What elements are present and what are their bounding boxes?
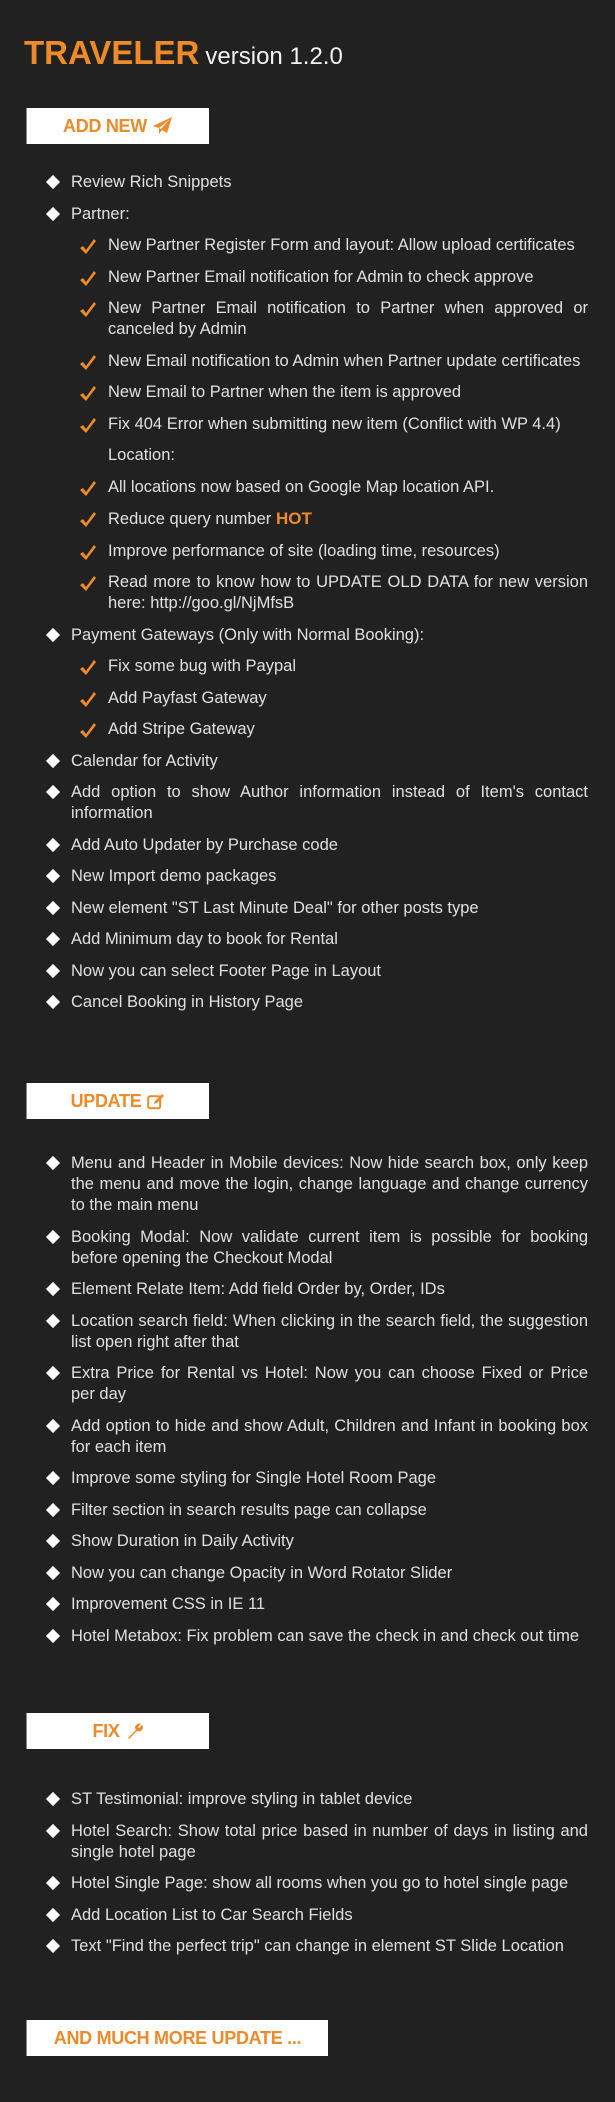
list-item xyxy=(0,1279,588,1300)
list-item xyxy=(0,656,588,677)
diamond-bullet-icon xyxy=(46,1597,60,1611)
list-item xyxy=(0,719,588,740)
list-item-text: Add Payfast Gateway xyxy=(108,688,267,707)
list-item xyxy=(0,1363,588,1405)
section-badge-update xyxy=(26,1083,209,1119)
section-label: FIX xyxy=(92,1720,120,1741)
list-item-text: All locations now based on Google Map location API. xyxy=(108,477,495,496)
list-item xyxy=(0,992,588,1013)
checkmark-icon xyxy=(79,575,96,592)
list-item xyxy=(0,1416,588,1458)
section-badge-add-new xyxy=(26,108,209,144)
diamond-bullet-icon xyxy=(46,1907,60,1921)
list-item xyxy=(0,751,588,772)
section-label: AND MUCH MORE UPDATE ... xyxy=(53,2027,302,2048)
diamond-bullet-icon xyxy=(46,869,60,883)
list-item-text: Review Rich Snippets xyxy=(71,173,232,191)
list-item-text: Menu and Header in Mobile devices: Now hide search box, only keep the menu and move the login, change language and change currency to the main menu xyxy=(71,1154,588,1214)
diamond-bullet-icon xyxy=(46,1313,60,1327)
list-item xyxy=(0,929,588,950)
list-item-text: Hotel Single Page: show all rooms when you go to hotel single page xyxy=(71,1874,569,1892)
list-item-text: Fix 404 Error when submitting new item (Conflict with WP 4.4) xyxy=(108,414,561,433)
list-item xyxy=(0,1468,588,1489)
section-badge-more xyxy=(26,2020,328,2056)
page-title xyxy=(24,34,343,72)
list-item xyxy=(0,688,588,709)
checkmark-icon xyxy=(79,691,96,708)
diamond-bullet-icon xyxy=(46,1471,60,1485)
list-item-text: Cancel Booking in History Page xyxy=(71,993,304,1011)
diamond-bullet-icon xyxy=(46,932,60,946)
list-item xyxy=(0,1821,588,1863)
diamond-bullet-icon xyxy=(46,785,60,799)
paper-plane-icon xyxy=(153,117,173,135)
diamond-bullet-icon xyxy=(46,837,60,851)
list-item xyxy=(0,625,588,646)
list-item-text: ST Testimonial: improve styling in tablet device xyxy=(71,1790,413,1808)
checkmark-icon xyxy=(79,354,96,371)
section-label: ADD NEW xyxy=(63,115,147,136)
list-item-text: Add Location List to Car Search Fields xyxy=(71,1905,353,1924)
list-item xyxy=(0,172,588,193)
list-item-text: Show Duration in Daily Activity xyxy=(71,1532,294,1550)
list-item xyxy=(0,1563,588,1584)
checkmark-icon xyxy=(79,722,96,739)
list-item xyxy=(0,1153,588,1216)
list-item-text: New Email to Partner when the item is approved xyxy=(108,383,462,401)
diamond-bullet-icon xyxy=(46,206,60,220)
brand-name: TRAVELER xyxy=(24,34,200,71)
list-item-text: Add Minimum day to book for Rental xyxy=(71,930,338,948)
list-item xyxy=(0,961,588,982)
list-item xyxy=(0,298,588,340)
list-item-text: Reduce query number xyxy=(108,510,272,528)
diamond-bullet-icon xyxy=(46,627,60,641)
diamond-bullet-icon xyxy=(46,175,60,189)
version-label: version 1.2.0 xyxy=(205,43,343,70)
diamond-bullet-icon xyxy=(46,1792,60,1806)
list-item-text: New Partner Email notification for Admin to check approve xyxy=(108,267,534,286)
diamond-bullet-icon xyxy=(46,1156,60,1170)
list-item-text: Hotel Metabox: Fix problem can save the check in and check out time xyxy=(71,1626,580,1645)
list-item xyxy=(0,1531,588,1552)
checkmark-icon xyxy=(79,659,96,676)
list-item xyxy=(0,572,588,614)
list-item xyxy=(0,382,588,403)
checkmark-icon xyxy=(79,385,96,402)
list-item xyxy=(0,835,588,856)
list-item-text: Add Auto Updater by Purchase code xyxy=(71,835,338,854)
list-item-text: Booking Modal: Now validate current item is possible for booking before opening the Checkout Modal xyxy=(71,1227,588,1267)
list-item xyxy=(0,1873,588,1894)
checkmark-icon xyxy=(79,544,96,561)
list-item xyxy=(0,782,588,824)
list-item-text: Element Relate Item: Add field Order by, Order, IDs xyxy=(71,1280,445,1298)
list-item xyxy=(0,267,588,288)
list-item-text: New Partner Register Form and layout: Allow upload certificates xyxy=(108,236,575,254)
diamond-bullet-icon xyxy=(46,1418,60,1432)
checkmark-icon xyxy=(79,480,96,497)
fix-list xyxy=(0,1789,588,1968)
diamond-bullet-icon xyxy=(46,1823,60,1837)
list-item-text: Improve some styling for Single Hotel Room Page xyxy=(71,1469,436,1487)
list-item-text: New Import demo packages xyxy=(71,867,277,885)
list-item-text: Improvement CSS in IE 11 xyxy=(71,1595,266,1613)
list-item-text: Read more to know how to UPDATE OLD DATA for new version here: http://goo.gl/NjMfsB xyxy=(108,573,588,612)
hot-badge: HOT xyxy=(271,509,312,528)
list-item-text: New element "ST Last Minute Deal" for other posts type xyxy=(71,898,479,917)
diamond-bullet-icon xyxy=(46,1939,60,1953)
list-item xyxy=(0,1594,588,1615)
checkmark-icon xyxy=(79,511,96,528)
list-item xyxy=(0,351,588,372)
list-item-text: Extra Price for Rental vs Hotel: Now you can choose Fixed or Price per day xyxy=(71,1364,588,1403)
list-item xyxy=(0,1227,588,1269)
list-item-text: Payment Gateways (Only with Normal Booking): xyxy=(71,625,425,644)
list-item xyxy=(0,1936,588,1957)
add-new-list xyxy=(0,172,588,1024)
list-item-text: Hotel Search: Show total price based in number of days in listing and single hotel page xyxy=(71,1821,588,1861)
diamond-bullet-icon xyxy=(46,1565,60,1579)
list-item-text: New Partner Email notification to Partner when approved or canceled by Admin xyxy=(108,299,588,338)
list-item xyxy=(0,541,588,562)
list-item xyxy=(0,1500,588,1521)
diamond-bullet-icon xyxy=(46,1229,60,1243)
list-item xyxy=(0,477,588,498)
list-item xyxy=(0,414,588,435)
list-item xyxy=(0,898,588,919)
list-item xyxy=(0,1789,588,1810)
wrench-icon xyxy=(126,1722,144,1740)
checkmark-icon xyxy=(79,270,96,287)
section-label: UPDATE xyxy=(70,1090,142,1111)
update-list xyxy=(0,1153,588,1657)
diamond-bullet-icon xyxy=(46,900,60,914)
diamond-bullet-icon xyxy=(46,995,60,1009)
checkmark-icon xyxy=(79,417,96,434)
list-item-text: Add option to hide and show Adult, Children and Infant in booking box for each item xyxy=(71,1416,588,1456)
checkmark-icon xyxy=(79,238,96,255)
list-item xyxy=(0,508,588,530)
list-item-text: Partner: xyxy=(71,204,130,223)
list-item xyxy=(0,235,588,256)
section-badge-fix xyxy=(26,1713,209,1749)
list-item-text: Now you can select Footer Page in Layout xyxy=(71,961,382,980)
list-item-text: Improve performance of site (loading time, resources) xyxy=(108,541,500,560)
list-item-text: Now you can change Opacity in Word Rotator Slider xyxy=(71,1563,453,1582)
diamond-bullet-icon xyxy=(46,1876,60,1890)
diamond-bullet-icon xyxy=(46,1366,60,1380)
list-item-text: Fix some bug with Paypal xyxy=(108,657,297,675)
edit-icon xyxy=(147,1093,165,1110)
diamond-bullet-icon xyxy=(46,1628,60,1642)
checkmark-icon xyxy=(79,301,96,318)
list-item-text: Filter section in search results page can collapse xyxy=(71,1500,427,1519)
list-item xyxy=(0,1311,588,1353)
list-item-text: Add Stripe Gateway xyxy=(108,720,255,738)
list-item-text: New Email notification to Admin when Partner update certificates xyxy=(108,351,581,370)
list-item xyxy=(0,866,588,887)
list-item-text: Calendar for Activity xyxy=(71,751,218,770)
list-item xyxy=(0,1905,588,1926)
diamond-bullet-icon xyxy=(46,1534,60,1548)
list-item-text: Location: xyxy=(108,446,175,464)
diamond-bullet-icon xyxy=(46,1282,60,1296)
list-item-text: Add option to show Author information instead of Item's contact information xyxy=(71,783,588,822)
list-item xyxy=(0,445,588,466)
list-item xyxy=(0,1626,588,1647)
list-item xyxy=(0,204,588,225)
diamond-bullet-icon xyxy=(46,753,60,767)
diamond-bullet-icon xyxy=(46,963,60,977)
diamond-bullet-icon xyxy=(46,1502,60,1516)
list-item-text: Location search field: When clicking in the search field, the suggestion list open right after that xyxy=(71,1311,588,1351)
list-item-text: Text "Find the perfect trip" can change in element ST Slide Location xyxy=(71,1937,564,1955)
